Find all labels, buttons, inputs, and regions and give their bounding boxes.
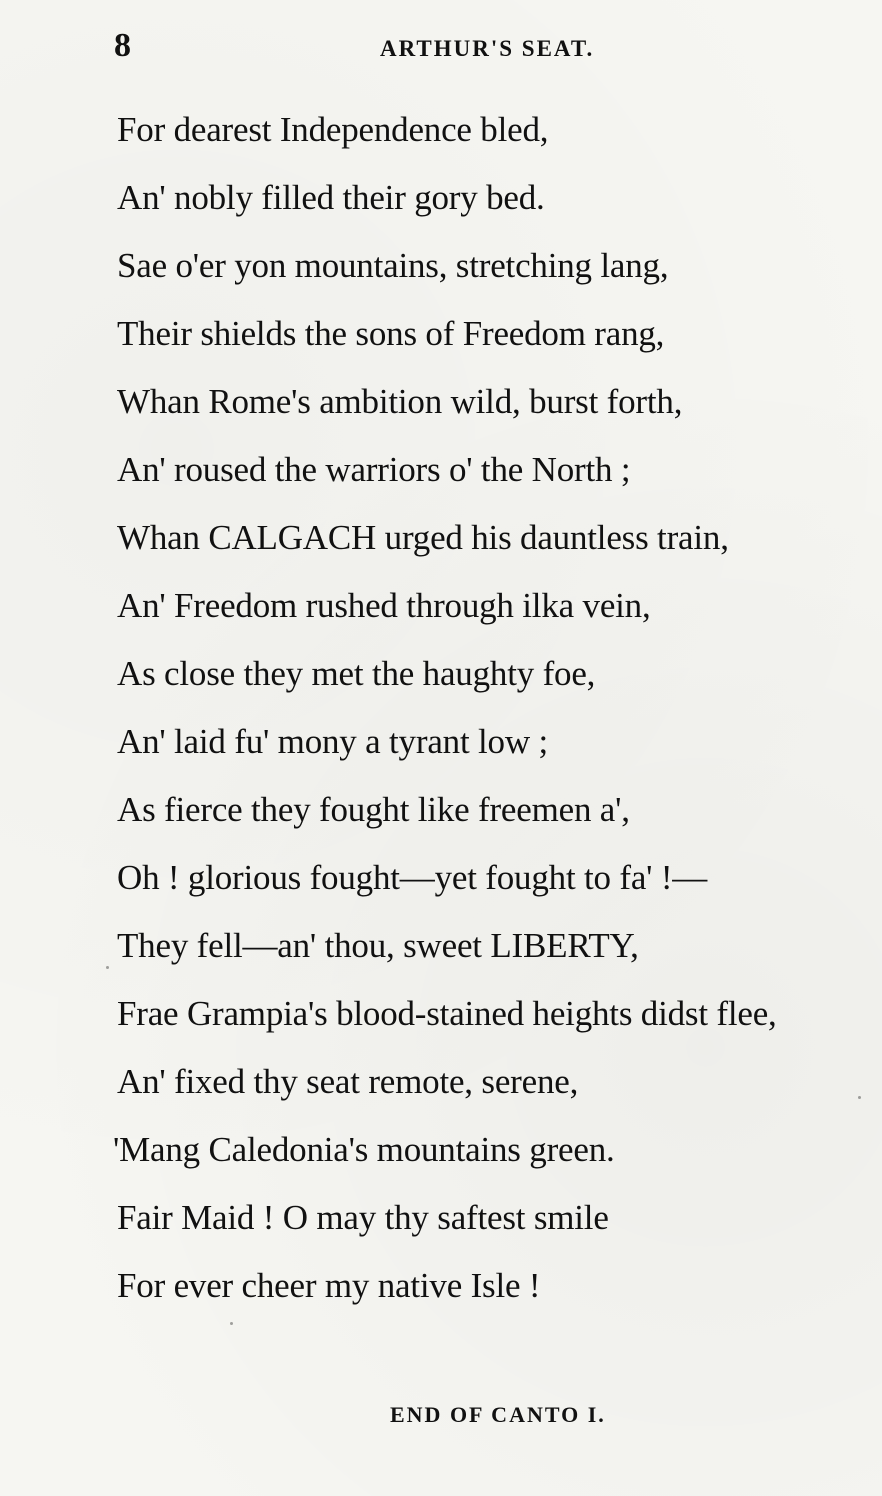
page-number: 8: [114, 27, 131, 64]
verse-line: An' laid fu' mony a tyrant low ;: [117, 722, 548, 761]
verse-line: For dearest Independence bled,: [117, 110, 549, 149]
poem-verse: [113, 96, 867, 1320]
verse-line: An' fixed thy seat remote, serene,: [117, 1062, 579, 1101]
verse-line: For ever cheer my native Isle !: [117, 1266, 541, 1305]
verse-line: Their shields the sons of Freedom rang,: [117, 314, 665, 353]
verse-line: Fair Maid ! O may thy saftest smile: [117, 1198, 609, 1237]
verse-line: Whan Rome's ambition wild, burst forth,: [117, 382, 683, 421]
verse-line: As fierce they fought like freemen a',: [117, 790, 630, 829]
ink-speck: [106, 966, 109, 969]
verse-line: 'Mang Caledonia's mountains green.: [113, 1130, 615, 1169]
verse-line: An' nobly filled their gory bed.: [117, 178, 545, 217]
verse-line: They fell—an' thou, sweet LIBERTY,: [117, 926, 639, 965]
verse-line: An' Freedom rushed through ilka vein,: [117, 586, 651, 625]
running-title: ARTHUR'S SEAT.: [380, 36, 595, 61]
verse-line: As close they met the haughty foe,: [117, 654, 596, 693]
verse-line: Oh ! glorious fought—yet fought to fa' !—: [117, 858, 708, 897]
ink-speck: [858, 1096, 861, 1099]
verse-line: Sae o'er yon mountains, stretching lang,: [117, 246, 669, 285]
canto-end-note: END OF CANTO I.: [390, 1402, 606, 1427]
verse-line: Frae Grampia's blood-stained heights didst flee,: [117, 994, 777, 1033]
ink-speck: [230, 1322, 233, 1325]
verse-line: Whan CALGACH urged his dauntless train,: [117, 518, 729, 557]
verse-line: An' roused the warriors o' the North ;: [117, 450, 631, 489]
